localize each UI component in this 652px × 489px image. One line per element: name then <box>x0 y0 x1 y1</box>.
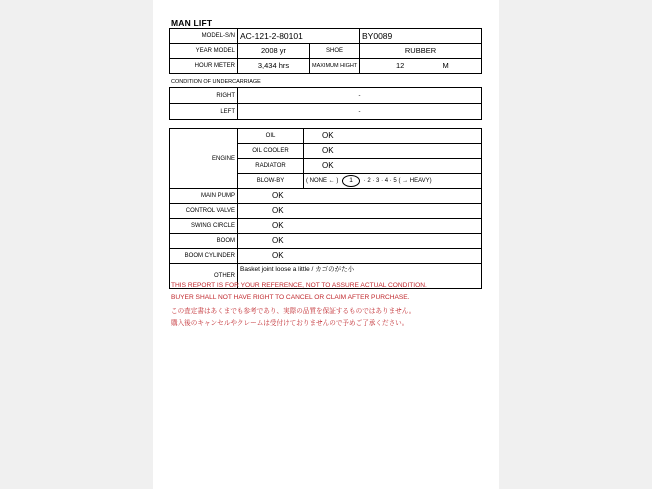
oil-label: OIL <box>238 129 304 144</box>
component-value: OK <box>238 204 482 219</box>
spec-table <box>169 28 482 74</box>
radiator-label: RADIATOR <box>238 159 304 174</box>
component-label: CONTROL VALVE <box>170 204 238 219</box>
model-sn-value: AC-121-2-80101 <box>238 29 360 44</box>
undercarriage-right-row <box>170 88 482 104</box>
undercarriage-heading: CONDITION OF UNDERCARRIAGE <box>171 79 261 85</box>
disclaimer-line: BUYER SHALL NOT HAVE RIGHT TO CANCEL OR CLAIM AFTER PURCHASE. <box>171 294 410 301</box>
blowby-heavy-label: ( → HEAVY) <box>398 178 432 184</box>
blowby-label: BLOW-BY <box>238 174 304 189</box>
undercarriage-table <box>169 87 482 120</box>
blowby-option: 3 <box>376 178 380 184</box>
table-row <box>170 189 482 204</box>
cooler-label: OIL COOLER <box>238 144 304 159</box>
component-label: SWING CIRCLE <box>170 219 238 234</box>
table-row <box>170 249 482 264</box>
blowby-option: 5 <box>393 178 397 184</box>
year-label: YEAR MODEL <box>170 44 238 59</box>
year-value: 2008 yr <box>238 44 310 59</box>
left-label: LEFT <box>170 104 238 120</box>
disclaimer-line: THIS REPORT IS FOR YOUR REFERENCE, NOT TO ASSURE ACTUAL CONDITION. <box>171 282 427 289</box>
component-value: OK <box>238 234 482 249</box>
blowby-none-label: ( NONE ← ) <box>306 178 339 184</box>
shoe-label: SHOE <box>310 44 360 59</box>
disclaimer-line: 購入後のキャンセルやクレームは受付けておりませんので予めご了承ください。 <box>171 320 409 327</box>
component-label: BOOM <box>170 234 238 249</box>
other-value: Basket joint loose a little / カゴのがた小 <box>238 264 482 289</box>
cooler-value: OK <box>304 144 482 159</box>
height-label: MAXIMUM HIGHT <box>310 59 360 74</box>
component-value: OK <box>238 249 482 264</box>
component-value: OK <box>238 189 482 204</box>
component-value: OK <box>238 219 482 234</box>
left-value: - <box>238 104 482 120</box>
height-value: 12 <box>396 61 405 70</box>
disclaimer-line: この査定書はあくまでも参考であり、実際の品質を保証するものではありません。 <box>171 308 416 315</box>
model-code: BY0089 <box>360 29 482 44</box>
model-row <box>170 29 482 44</box>
right-value: - <box>238 88 482 104</box>
engine-oil-row <box>170 129 482 144</box>
right-label: RIGHT <box>170 88 238 104</box>
year-row <box>170 44 482 59</box>
hour-row <box>170 59 482 74</box>
oil-value: OK <box>304 129 482 144</box>
model-sn-label: MODEL-S/N <box>170 29 238 44</box>
height-unit: M <box>442 61 449 70</box>
hour-value: 3,434 hrs <box>238 59 310 74</box>
shoe-value: RUBBER <box>360 44 482 59</box>
blowby-option: 4 <box>384 178 389 184</box>
inspection-table <box>169 128 482 289</box>
other-label: OTHER <box>170 264 238 289</box>
component-label: BOOM CYLINDER <box>170 249 238 264</box>
blowby-option: 2 <box>367 178 371 184</box>
blowby-selected-circle: 1 <box>342 175 360 187</box>
table-row <box>170 219 482 234</box>
radiator-value: OK <box>304 159 482 174</box>
undercarriage-left-row <box>170 104 482 120</box>
report-title: MAN LIFT <box>171 18 213 28</box>
engine-label: ENGINE <box>170 129 238 189</box>
table-row <box>170 204 482 219</box>
component-label: MAIN PUMP <box>170 189 238 204</box>
table-row <box>170 234 482 249</box>
hour-label: HOUR METER <box>170 59 238 74</box>
blowby-scale: ( NONE ← ) 1 · 2 · 3 · 4 · 5 ( → HEAVY) <box>304 174 482 189</box>
